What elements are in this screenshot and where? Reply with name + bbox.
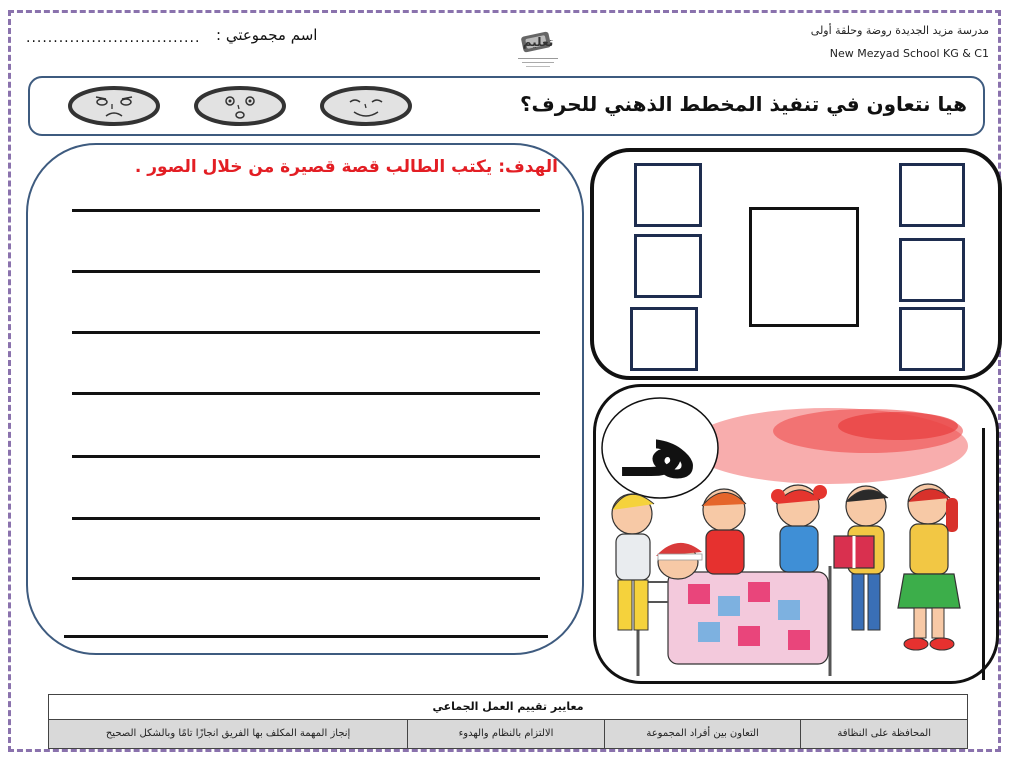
writing-line[interactable] (72, 209, 540, 212)
writing-line[interactable] (64, 635, 548, 638)
logo-text: تعليم (522, 35, 554, 49)
mind-map-box[interactable] (634, 234, 702, 298)
group-name-label: اسم مجموعتي : (216, 26, 318, 44)
criteria-cell: الالتزام بالنظام والهدوء (407, 720, 604, 748)
school-name-arabic: مدرسة مزيد الجديدة روضة وحلقة أولى (810, 24, 989, 37)
writing-line[interactable] (72, 392, 540, 395)
activity-title: هيا نتعاون في تنفيذ المخطط الذهني للحرف؟ (519, 92, 967, 116)
writing-line[interactable] (72, 270, 540, 273)
writing-line[interactable] (72, 331, 540, 334)
criteria-cell: المحافظة على النظافة (800, 720, 967, 748)
group-work-criteria-table (48, 694, 968, 749)
criteria-cell: إنجاز المهمة المكلف بها الفريق انجازًا تامًا وبالشكل الصحيح (49, 720, 407, 748)
writing-line[interactable] (72, 577, 540, 580)
criteria-table-title: معايير تقييم العمل الجماعي (49, 695, 967, 720)
sad-face-icon[interactable] (68, 86, 160, 126)
happy-face-icon[interactable] (320, 86, 412, 126)
mind-map-frame (590, 148, 1002, 380)
school-name-english: New Mezyad School KG & C1 (829, 47, 989, 60)
lesson-goal: الهدف: يكتب الطالب قصة قصيرة من خلال الصور . (134, 157, 558, 177)
mind-map-box[interactable] (630, 307, 698, 371)
mind-map-box[interactable] (899, 238, 965, 302)
writing-line[interactable] (72, 517, 540, 520)
surprised-face-icon[interactable] (194, 86, 286, 126)
criteria-row (49, 720, 967, 748)
frame-edge-line (982, 428, 985, 680)
mind-map-box[interactable] (634, 163, 702, 227)
writing-line[interactable] (72, 455, 540, 458)
letter-heh: هـ (622, 409, 698, 493)
mind-map-box[interactable] (899, 307, 965, 371)
logo-icon (508, 26, 568, 70)
criteria-cell: التعاون بين أفراد المجموعة (604, 720, 801, 748)
mind-map-center-box[interactable] (749, 207, 859, 327)
children-illustration (598, 386, 970, 680)
story-writing-box (26, 143, 584, 655)
title-banner (28, 76, 985, 136)
mind-map-box[interactable] (899, 163, 965, 227)
group-name-blank[interactable]: ................................ (26, 30, 201, 46)
ministry-logo (508, 26, 568, 70)
